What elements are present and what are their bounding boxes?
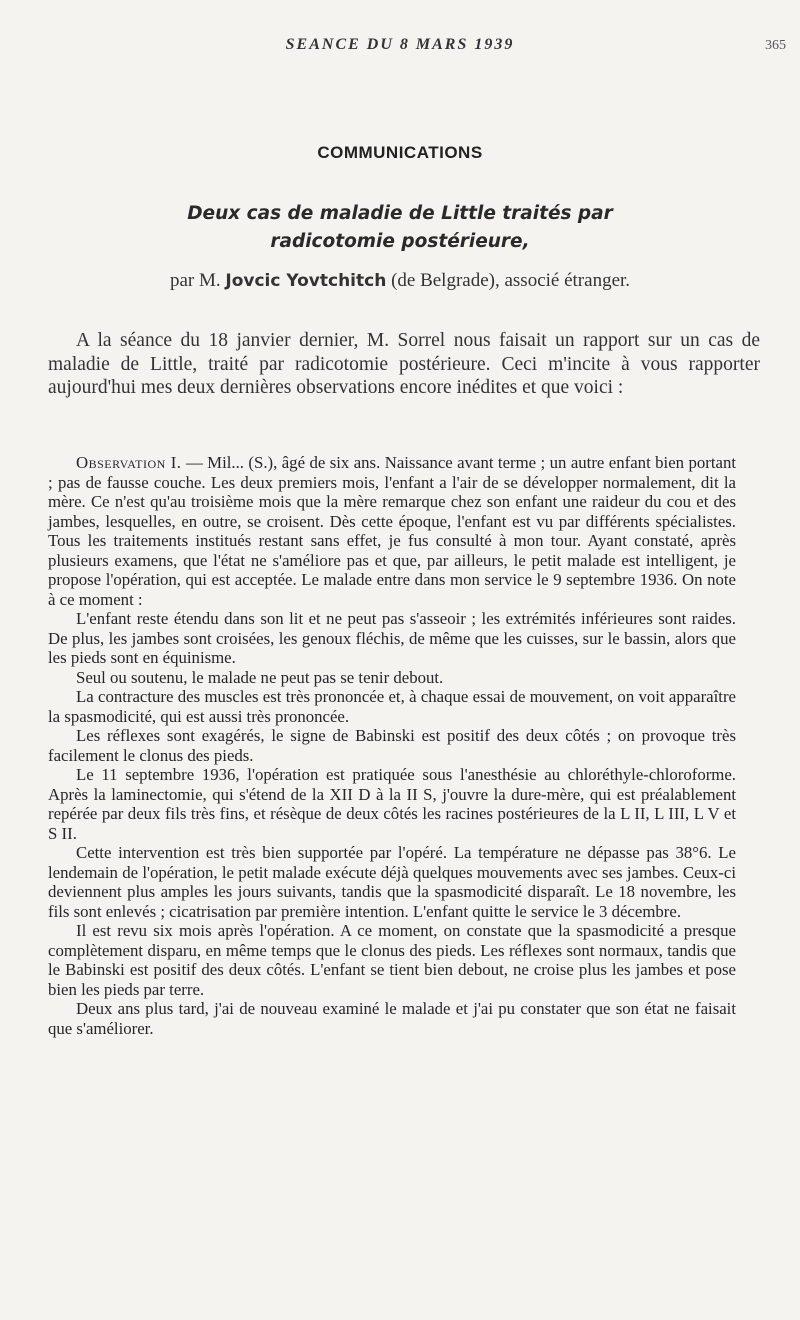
byline: [0, 270, 800, 292]
observation-paragraph: L'enfant reste étendu dans son lit et ne peut pas s'asseoir ; les extrémités inférieures sont raides. De plus, les jambes sont croisées, les genoux fléchis, de même que les cuisses, sur le bassin, alors que les pieds sont en équinisme.: [48, 609, 736, 667]
author-name: Jovcic Yovtchitch: [225, 271, 387, 291]
observation-text: — Mil... (S.), âgé de six ans. Naissance avant terme ; un autre enfant bien portant ; pas de fausse couche. Les deux premiers mois, l'enfant a l'air de se développer normalement, dit la mère. Ce n'est qu'au troisième mois que la mère remarque chez son enfant une raideur du cou et des jambes, lesquelles, en outre, se croisent. Dès cette époque, l'enfant est vu par différents spécialistes. Tous les traitements institués restant sans effet, je fus consulté à mon tour. Ayant constaté, après plusieurs examens, que l'état ne s'améliore pas et que, par ailleurs, le petit malade est intelligent, je propose l'opération, qui est acceptée. Le malade entre dans mon service le 9 septembre 1936. On note à ce moment :: [48, 453, 737, 609]
article-title: [0, 200, 800, 256]
page-number: 365: [765, 38, 786, 53]
intro-paragraph: A la séance du 18 janvier dernier, M. Sorrel nous faisait un rapport sur un cas de maladie de Little, traité par radicotomie postérieure. Ceci m'incite à vous rapporter aujourd'hui mes deux dernières observations encore inédites et que voici :: [48, 330, 760, 398]
running-head: SEANCE DU 8 MARS 1939: [285, 36, 515, 53]
observation-paragraph: La contracture des muscles est très prononcée et, à chaque essai de mouvement, on voit apparaître la spasmodicité, qui est aussi très prononcée.: [48, 687, 736, 726]
byline-prefix: par M.: [169, 270, 221, 291]
observation-paragraph: Les réflexes sont exagérés, le signe de Babinski est positif des deux côtés ; on provoque très facilement le clonus des pieds.: [48, 726, 736, 765]
byline-suffix: (de Belgrade), associé étranger.: [391, 270, 631, 291]
title-line-1: Deux cas de maladie de Little traités par: [187, 203, 613, 224]
observation-paragraph: Il est revu six mois après l'opération. A ce moment, on constate que la spasmodicité a presque complètement disparu, en même temps que le clonus des pieds. Les réflexes sont normaux, tandis que le Babinski est positif des deux côtés. L'enfant se tient bien debout, ne croise plus les jambes et pose bien les pieds par terre.: [48, 921, 736, 999]
observation-label: Observation I.: [76, 453, 182, 472]
observation-section: [48, 453, 736, 1038]
title-line-2: radicotomie postérieure,: [270, 231, 530, 252]
observation-paragraph: Cette intervention est très bien supportée par l'opéré. La température ne dépasse pas 38°6. Le lendemain de l'opération, le petit malade exécute déjà quelques mouvements avec ses jambes. Ceux-ci deviennent plus amples les jours suivants, tandis que la spasmodicité disparaît. Le 18 novembre, les fils sont enlevés ; cicatrisation par première intention. L'enfant quitte le service le 3 décembre.: [48, 843, 736, 921]
observation-paragraph: Deux ans plus tard, j'ai de nouveau examiné le malade et j'ai pu constater que son état ne faisait que s'améliorer.: [48, 999, 736, 1038]
section-heading: COMMUNICATIONS: [317, 143, 483, 162]
observation-paragraph: Seul ou soutenu, le malade ne peut pas se tenir debout.: [76, 667, 444, 687]
observation-paragraph: [48, 453, 736, 609]
observation-paragraph: Le 11 septembre 1936, l'opération est pratiquée sous l'anesthésie au chloréthyle-chloroforme. Après la laminectomie, qui s'étend de la XII D à la II S, j'ouvre la dure-mère, qui est préalablement repérée par deux fils très fins, et résèque de deux côtés les racines postérieures de la L II, L III, L V et S II.: [48, 765, 736, 843]
